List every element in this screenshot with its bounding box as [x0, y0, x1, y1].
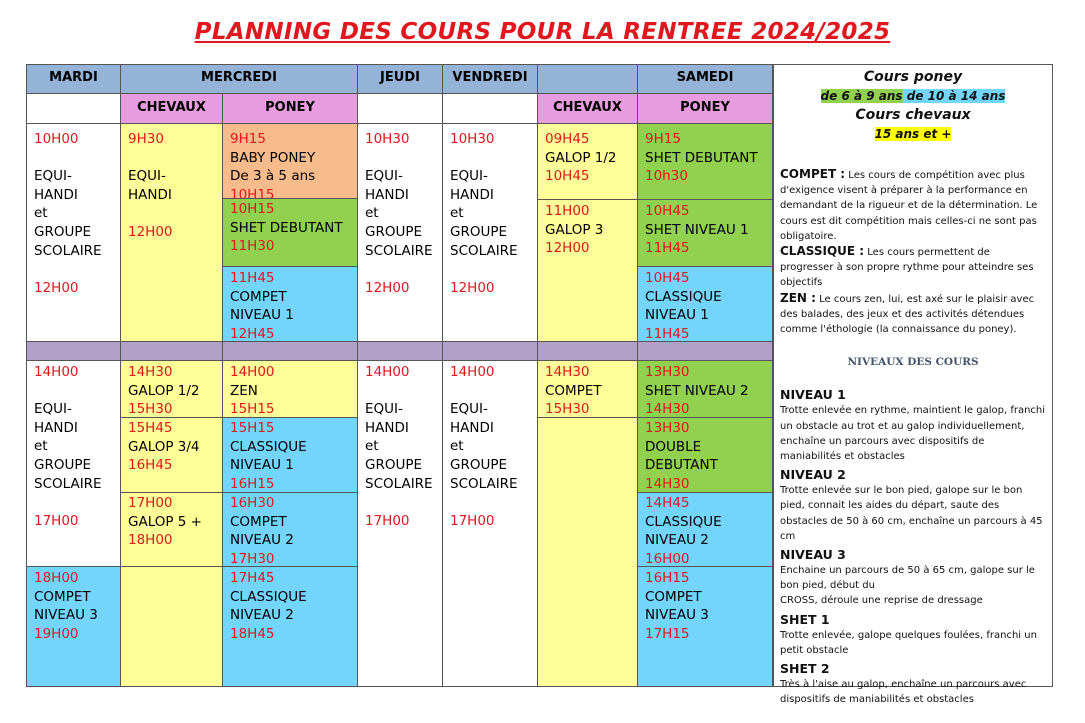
end-time: 11H30: [230, 238, 275, 255]
cours-chevaux-heading: Cours chevaux: [855, 107, 971, 123]
age-range-poney-1: de 6 à 9 ans: [820, 89, 903, 103]
slot-vendredi-afternoon: [442, 360, 538, 687]
course-line: HANDI: [365, 419, 409, 436]
age-range-chevaux: 15 ans et +: [874, 127, 952, 141]
slot-sam-chevaux-empty: [537, 417, 638, 687]
course-line: DEBUTANT: [645, 457, 718, 474]
header-vendredi: VENDREDI: [442, 64, 538, 94]
start-time: 10H45: [645, 270, 690, 286]
course-line: EQUI-: [34, 168, 72, 185]
course-line: HANDI: [34, 419, 78, 436]
subheader-empty: [357, 93, 443, 124]
end-time: 16H00: [645, 550, 690, 567]
header-mercredi: MERCREDI: [120, 64, 358, 94]
start-time: 15H45: [128, 420, 173, 436]
start-time: 9H15: [230, 131, 266, 147]
end-time: 14H30: [645, 475, 690, 492]
course-line: GROUPE: [365, 456, 423, 473]
slot-mer-chevaux-galop5: [120, 492, 223, 567]
shet-1-text: Trotte enlevée, galope quelques foulées, franchi un petit obstacle: [780, 629, 1037, 656]
header-mardi: MARDI: [26, 64, 121, 94]
compet-keyword: COMPET :: [780, 167, 846, 181]
slot-vendredi-morning: [442, 123, 538, 342]
header-samedi: SAMEDI: [637, 64, 773, 94]
course-line: CLASSIQUE: [230, 588, 307, 605]
end-time: 17H00: [365, 512, 410, 529]
slot-mer-chevaux-empty: [120, 566, 223, 687]
slot-sam-chevaux-compet: [537, 360, 638, 418]
compet-description: [780, 167, 1046, 244]
course-line: SCOLAIRE: [365, 475, 433, 492]
start-time: 14H00: [230, 364, 275, 380]
slot-mer-chevaux-galop12: [120, 360, 223, 418]
slot-jeudi-morning: [357, 123, 443, 342]
niveaux-heading: NIVEAUX DES COURS: [847, 356, 979, 369]
subheader-empty: [442, 93, 538, 124]
course-line: et: [450, 205, 464, 222]
subheader-mer-chevaux: CHEVAUX: [120, 93, 223, 124]
classique-description: [780, 244, 1046, 291]
start-time: 10H30: [365, 131, 410, 147]
lunch-separator: [120, 341, 223, 361]
course-line: GROUPE: [365, 223, 423, 240]
course-line: BABY PONEY: [230, 149, 316, 166]
slot-jeudi-afternoon: [357, 360, 443, 687]
cours-poney-heading: Cours poney: [863, 69, 963, 85]
course-line: GALOP 1/2: [545, 149, 617, 166]
start-time: 17H00: [128, 495, 173, 511]
lunch-separator: [637, 341, 773, 361]
level-descriptions: [774, 386, 1052, 707]
course-line: GROUPE: [450, 223, 508, 240]
start-time: 9H30: [128, 131, 164, 147]
start-time: 11H00: [545, 203, 590, 219]
end-time: 15H30: [128, 401, 173, 418]
course-line: et: [34, 438, 48, 455]
start-time: 10H15: [230, 201, 275, 217]
start-time: 10H45: [645, 203, 690, 219]
start-time: 16H15: [645, 570, 690, 586]
start-time: 11H45: [230, 270, 275, 286]
end-time: 16H15: [230, 475, 275, 492]
age-range-poney-2: de 10 à 14 ans: [906, 89, 1006, 103]
course-line: CLASSIQUE: [230, 438, 307, 455]
lunch-separator: [537, 341, 638, 361]
slot-mer-chevaux-galop34: [120, 417, 223, 493]
slot-sam-poney-shet1: [637, 199, 773, 267]
slot-sam-poney-double: [637, 417, 773, 493]
course-types: [774, 167, 1052, 337]
shet-2-text: Très à l'aise au galop, enchaîne un parcours avec dispositifs de maniabilités et obstacles: [780, 679, 1027, 706]
niveau-3-text-cont: CROSS, déroule une reprise de dressage: [780, 595, 983, 607]
niveau-1-title: NIVEAU 1: [780, 387, 846, 403]
course-line: SCOLAIRE: [34, 242, 102, 259]
start-time: 13H30: [645, 420, 690, 436]
course-line: EQUI-: [128, 168, 166, 185]
end-time: 10H45: [545, 168, 590, 185]
slot-mer-poney-shet: [222, 198, 358, 267]
end-time: 17H00: [34, 512, 79, 529]
course-line: SCOLAIRE: [365, 242, 433, 259]
end-time: 12H00: [365, 279, 410, 296]
slot-sam-chevaux-galop12: [537, 123, 638, 200]
end-time: 10H15: [230, 186, 275, 199]
start-time: 17H45: [230, 570, 275, 586]
niveau-2-text: Trotte enlevée sur le bon pied, galope sur le bon pied, connait les aides du départ, saute des obstacles de 50 à 60 cm, enchaîne un parcours à 45 cm: [780, 485, 1043, 542]
course-line: GALOP 3/4: [128, 438, 200, 455]
end-time: 17H15: [645, 625, 690, 642]
course-line: EQUI-: [34, 401, 72, 418]
course-line: HANDI: [365, 186, 409, 203]
course-line: HANDI: [450, 186, 494, 203]
course-line: HANDI: [128, 186, 172, 203]
end-time: 17H00: [450, 512, 495, 529]
start-time: 14H00: [365, 364, 410, 380]
lunch-separator: [442, 341, 538, 361]
course-line: CLASSIQUE: [645, 288, 722, 305]
schedule-table: [26, 64, 773, 687]
subheader-sam-chevaux: CHEVAUX: [537, 93, 638, 124]
start-time: 10H00: [34, 131, 79, 147]
end-time: 18H00: [128, 532, 173, 549]
slot-sam-poney-compet3: [637, 566, 773, 687]
course-line: et: [365, 205, 379, 222]
course-line: NIVEAU 3: [645, 607, 709, 624]
subheader-sam-poney: PONEY: [637, 93, 773, 124]
zen-keyword: ZEN :: [780, 290, 816, 305]
course-line: SCOLAIRE: [450, 475, 518, 492]
course-line: EQUI-: [365, 401, 403, 418]
end-time: 11H45: [645, 240, 690, 257]
course-line: NIVEAU 1: [230, 457, 294, 474]
course-line: SCOLAIRE: [34, 475, 102, 492]
slot-mardi-afternoon: [26, 360, 121, 567]
zen-text: Le cours zen, lui, est axé sur le plaisir avec des balades, des jeux et des activités détendues comme l'éthologie (la connaissance du poney).: [780, 293, 1035, 336]
slot-sam-poney-shet2: [637, 360, 773, 418]
start-time: 14H30: [545, 364, 590, 380]
course-line: GALOP 3: [545, 221, 604, 238]
start-time: 09H45: [545, 131, 590, 147]
course-line: COMPET: [34, 588, 91, 605]
end-time: 12H00: [545, 240, 590, 257]
header-jeudi: JEUDI: [357, 64, 443, 94]
start-time: 14H00: [34, 364, 79, 380]
course-line: et: [450, 438, 464, 455]
niveau-2-title: NIVEAU 2: [780, 467, 846, 483]
classique-keyword: CLASSIQUE :: [780, 244, 865, 259]
page-title: PLANNING DES COURS POUR LA RENTREE 2024/2025: [194, 19, 891, 45]
course-line: DOUBLE: [645, 438, 702, 455]
course-line: CLASSIQUE: [645, 513, 722, 530]
slot-mer-poney-compet: [222, 266, 358, 342]
compet-text: Les cours de compétition avec plus d'exigence visent à préparer à la performance en demandant de la rigueur et de la détermination. Le cours est dit compétition mais celles-ci ne sont pas obligatoire.: [780, 170, 1038, 242]
course-line: NIVEAU 2: [230, 607, 294, 624]
niveau-3-text: Enchaine un parcours de 50 à 65 cm, galope sur le bon pied, début du: [780, 565, 1035, 592]
course-line: COMPET: [230, 288, 287, 305]
subheader-empty: [26, 93, 121, 124]
course-line: NIVEAU 2: [230, 532, 294, 549]
niveau-3-title: NIVEAU 3: [780, 547, 846, 563]
end-time: 11H45: [645, 325, 690, 342]
course-line: HANDI: [450, 419, 494, 436]
end-time: 12H45: [230, 325, 275, 342]
shet-2-title: SHET 2: [780, 661, 830, 677]
course-line: GALOP 1/2: [128, 382, 200, 399]
course-line: GROUPE: [450, 456, 508, 473]
shet-1-title: SHET 1: [780, 611, 830, 627]
start-time: 14H30: [128, 364, 173, 380]
course-line: HANDI: [34, 186, 78, 203]
course-line: SHET NIVEAU 2: [645, 382, 749, 399]
course-line: NIVEAU 1: [230, 307, 294, 324]
course-line: COMPET: [645, 588, 702, 605]
course-line: et: [34, 205, 48, 222]
lunch-separator: [26, 341, 121, 361]
course-line: NIVEAU 2: [645, 532, 709, 549]
end-time: 17H30: [230, 550, 275, 567]
start-time: 9H15: [645, 131, 681, 147]
lunch-separator: [357, 341, 443, 361]
course-line: GROUPE: [34, 456, 92, 473]
course-line: De 3 à 5 ans: [230, 168, 316, 185]
start-time: 15H15: [230, 420, 275, 436]
course-line: SHET DEBUTANT: [645, 149, 758, 166]
end-time: 15H15: [230, 401, 275, 418]
course-line: SCOLAIRE: [450, 242, 518, 259]
course-line: SHET NIVEAU 1: [645, 221, 749, 238]
subheader-mer-poney: PONEY: [222, 93, 358, 124]
slot-sam-poney-classique2: [637, 492, 773, 567]
course-line: EQUI-: [450, 168, 488, 185]
slot-mardi-compet: [26, 566, 121, 687]
end-time: 15H30: [545, 401, 590, 418]
course-line: GROUPE: [34, 223, 92, 240]
end-time: 16H45: [128, 457, 173, 474]
start-time: 10H30: [450, 131, 495, 147]
slot-mer-poney-zen: [222, 360, 358, 418]
course-line: ZEN: [230, 382, 258, 399]
course-line: GALOP 5 +: [128, 513, 202, 530]
niveau-1-text: Trotte enlevée en rythme, maintient le galop, franchi un obstacle au trot et au galop individuellement, enchaîne un parcours avec dispositifs de maniabilités et obstacles: [780, 405, 1046, 463]
lunch-separator: [222, 341, 358, 361]
header-samedi-left: [537, 64, 638, 94]
slot-mer-poney-classique2: [222, 566, 358, 687]
course-line: NIVEAU 3: [34, 607, 98, 624]
course-line: EQUI-: [365, 168, 403, 185]
zen-description: [780, 291, 1046, 338]
slot-sam-chevaux-galop3: [537, 199, 638, 342]
slot-mer-poney-compet2: [222, 492, 358, 567]
start-time: 14H00: [450, 364, 495, 380]
course-line: SHET DEBUTANT: [230, 219, 343, 236]
start-time: 16H30: [230, 495, 275, 511]
slot-sam-poney-classique: [637, 266, 773, 342]
end-time: 12H00: [34, 279, 79, 296]
course-line: COMPET: [230, 513, 287, 530]
course-line: NIVEAU 1: [645, 307, 709, 324]
slot-sam-poney-shet-deb: [637, 123, 773, 200]
legend-panel: [773, 64, 1053, 706]
end-time: 12H00: [128, 223, 173, 240]
slot-mer-poney-classique1: [222, 417, 358, 493]
slot-mardi-morning: [26, 123, 121, 342]
end-time: 12H00: [450, 279, 495, 296]
start-time: 13H30: [645, 364, 690, 380]
course-line: et: [365, 438, 379, 455]
end-time: 14H30: [645, 401, 690, 418]
end-time: 19H00: [34, 625, 79, 642]
start-time: 14H45: [645, 495, 690, 511]
slot-mer-poney-baby: [222, 123, 358, 199]
end-time: 18H45: [230, 625, 275, 642]
start-time: 18H00: [34, 570, 79, 586]
slot-mer-chevaux-morning: [120, 123, 223, 342]
end-time: 10h30: [645, 168, 688, 185]
classique-text: Les cours permettent de progresser à son propre rythme pour atteindre ses objectifs: [780, 247, 1034, 289]
course-line: COMPET: [545, 382, 602, 399]
course-line: EQUI-: [450, 401, 488, 418]
